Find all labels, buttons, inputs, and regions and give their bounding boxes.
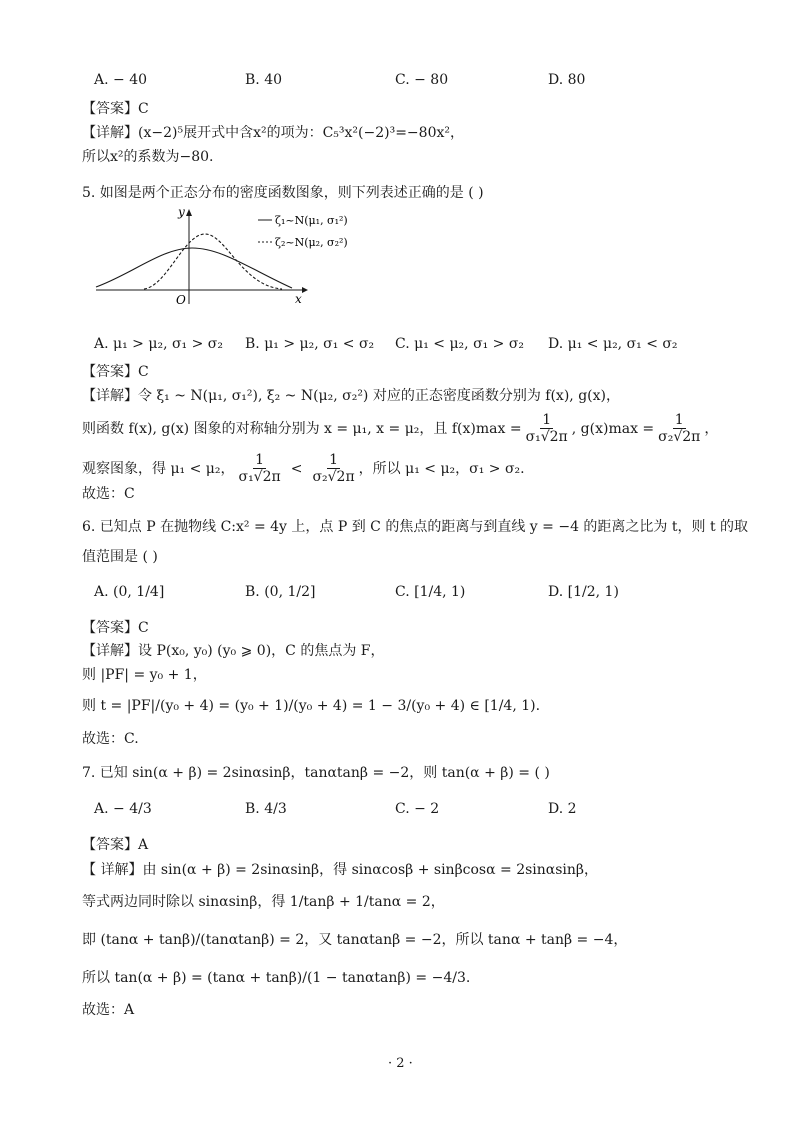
- q5-detail-2: 则函数 f(x), g(x) 图象的对称轴分别为 x = μ₁, x = μ₂，且 f(x)max = $\frac{1}{\text{σ₁√2π}}$ , g(x)max = $\frac{1}{\text{σ₂√2π}}$ ，: [82, 412, 719, 445]
- q7-conclusion: 故选：A: [82, 1002, 135, 1018]
- q7-detail-3: 即 (tanα + tanβ)/(tanαtanβ) = 2，又 tanαtanβ = −2，所以 tanα + tanβ = −4，: [82, 932, 628, 948]
- q5-gmax-fraction: [656, 412, 702, 445]
- q4-option-b: B. 40: [245, 72, 283, 88]
- q7-option-c: C. − 2: [395, 801, 440, 817]
- q4-detail-1: 【详解】(x−2)⁵展开式中含x²的项为：C₅³x²(−2)³=−80x²，: [82, 125, 464, 141]
- q7-stem: 7. 已知 sin(α + β) = 2sinαsinβ，tanαtanβ = −2，则 tan(α + β) = ( ): [82, 765, 550, 781]
- q5-fmax-fraction: [524, 412, 570, 445]
- q5-fmax-num: 1: [542, 412, 552, 428]
- curve-zeta1: [96, 248, 292, 288]
- figure-y-label: y: [178, 205, 185, 219]
- q6-stem-1: 6. 已知点 P 在抛物线 C:x² = 4y 上，点 P 到 C 的焦点的距离与到直线 y = −4 的距离之比为 t，则 t 的取: [82, 519, 749, 535]
- q6-option-a-value: (0, 1/4]: [113, 584, 165, 600]
- q5-detail-3-text-a: 观察图象，得 μ₁ < μ₂，: [82, 460, 235, 477]
- q4-detail-2: 所以x²的系数为−80.: [82, 149, 214, 165]
- q5-less-than: <: [290, 460, 303, 477]
- q6-option-d-value: [1/2, 1): [567, 584, 619, 600]
- legend-zeta2: ζ₂~N(μ₂, σ₂²): [275, 236, 348, 249]
- q4-option-a: A. − 40: [94, 72, 148, 88]
- q5-detail-3: [82, 452, 525, 485]
- q5-normal-distribution-figure: [92, 204, 372, 308]
- q4-option-c: C. − 80: [395, 72, 449, 88]
- q4-option-d: D. 80: [548, 72, 586, 88]
- q5-option-c: C. μ₁ < μ₂, σ₁ > σ₂: [395, 336, 525, 352]
- q6-option-d: D. [1/2, 1): [548, 584, 619, 600]
- q6-answer: 【答案】C: [82, 620, 149, 636]
- q5-compare-frac-2-num: 1: [329, 452, 339, 468]
- q6-option-b: B. (0, 1/2]: [245, 584, 316, 600]
- q5-detail-1: 【详解】令 ξ₁ ~ N(μ₁, σ₁²), ξ₂ ~ N(μ₂, σ₂²) 对应的正态密度函数分别为 f(x), g(x)，: [82, 388, 620, 404]
- q5-gmax-num: 1: [674, 412, 684, 428]
- q6-option-c: C. [1/4, 1): [395, 584, 466, 600]
- q6-detail-3: 则 t = |PF|/(y₀ + 4) = (y₀ + 1)/(y₀ + 4) = 1 − 3/(y₀ + 4) ∈ [1/4, 1).: [82, 698, 541, 714]
- q7-detail-1: 【 详解】由 sin(α + β) = 2sinαsinβ，得 sinαcosβ + sinβcosα = 2sinαsinβ，: [82, 862, 599, 878]
- q5-fmax-den: σ₁√2π: [525, 429, 568, 445]
- q5-stem: 5. 如图是两个正态分布的密度函数图象，则下列表述正确的是 ( ): [82, 185, 484, 201]
- q5-option-a: A. μ₁ > μ₂, σ₁ > σ₂: [94, 336, 223, 352]
- q6-detail-2: 则 |PF| = y₀ + 1，: [82, 667, 207, 683]
- q5-detail-2-text-b: , g(x)max =: [571, 420, 655, 437]
- q6-option-b-value: (0, 1/2]: [264, 584, 316, 600]
- q5-detail-3-text-b: ，所以 μ₁ < μ₂，σ₁ > σ₂.: [358, 460, 525, 477]
- q5-compare-frac-1-num: 1: [255, 452, 265, 468]
- legend-zeta1: ζ₁~N(μ₁, σ₁²): [275, 214, 348, 227]
- q7-answer: 【答案】A: [82, 837, 149, 853]
- q5-compare-frac-2: [310, 452, 356, 485]
- q4-answer: 【答案】C: [82, 101, 149, 117]
- q5-option-b: B. μ₁ > μ₂, σ₁ < σ₂: [245, 336, 375, 352]
- curve-zeta2: [144, 234, 282, 289]
- q5-compare-frac-1-den: σ₁√2π: [238, 469, 281, 485]
- q7-detail-4: 所以 tan(α + β) = (tanα + tanβ)/(1 − tanαtanβ) = −4/3.: [82, 970, 471, 986]
- page-number: · 2 ·: [388, 1056, 413, 1071]
- q6-stem-2: 值范围是 ( ): [82, 549, 158, 565]
- q6-option-c-value: [1/4, 1): [414, 584, 466, 600]
- q6-conclusion: 故选：C.: [82, 731, 139, 747]
- q7-option-d: D. 2: [548, 801, 577, 817]
- q6-detail-1: 【详解】设 P(x₀, y₀) (y₀ ⩾ 0)，C 的焦点为 F，: [82, 643, 385, 659]
- figure-origin-label: O: [176, 293, 186, 307]
- q5-compare-frac-2-den: σ₂√2π: [312, 469, 355, 485]
- q5-detail-2-text-a: 则函数 f(x), g(x) 图象的对称轴分别为 x = μ₁, x = μ₂，且 f(x)max =: [82, 420, 522, 437]
- q5-conclusion: 故选：C: [82, 486, 135, 502]
- q5-compare-frac-1: [237, 452, 283, 485]
- q7-option-a: A. − 4/3: [94, 801, 152, 817]
- q7-option-b: B. 4/3: [245, 801, 287, 817]
- q6-option-a: A. (0, 1/4]: [94, 584, 165, 600]
- q5-option-d: D. μ₁ < μ₂, σ₁ < σ₂: [548, 336, 678, 352]
- q5-answer: 【答案】C: [82, 364, 149, 380]
- figure-x-label: x: [295, 292, 302, 306]
- q5-gmax-den: σ₂√2π: [658, 429, 701, 445]
- q7-detail-2: 等式两边同时除以 sinαsinβ，得 1/tanβ + 1/tanα = 2，: [82, 894, 445, 910]
